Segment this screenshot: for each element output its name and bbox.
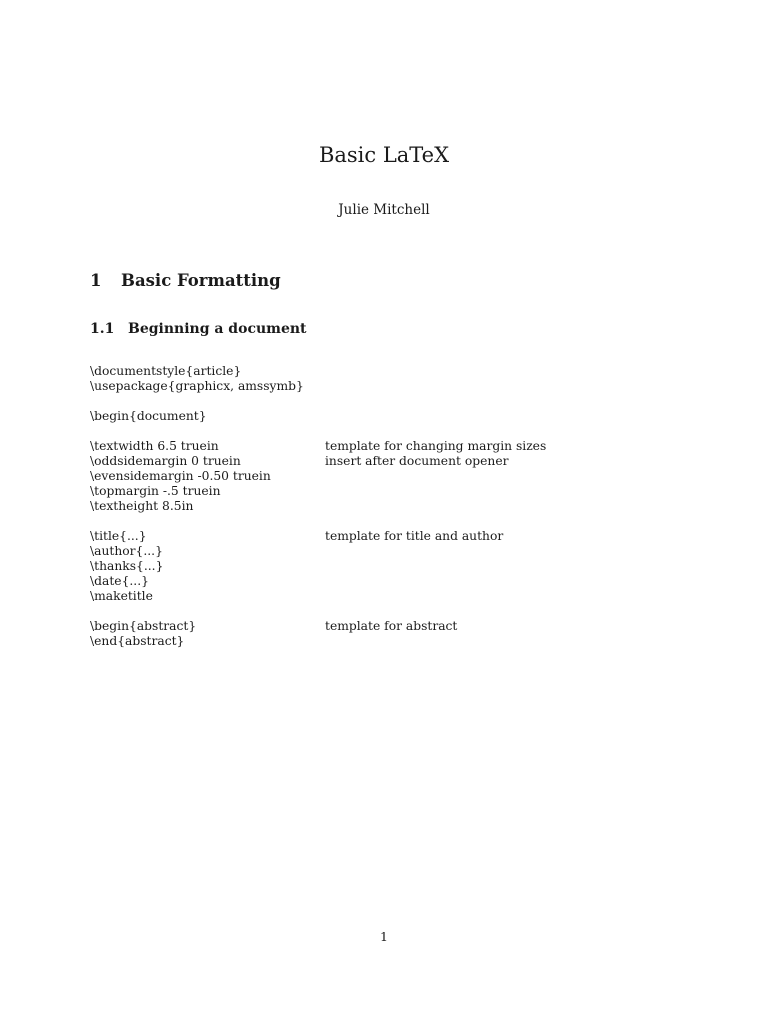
- section-number: 1: [90, 271, 102, 290]
- code-line: [90, 409, 610, 424]
- code-group-abstract: [90, 619, 610, 649]
- latex-command: \textheight 8.5in: [90, 499, 194, 513]
- latex-command: \begin{document}: [90, 409, 207, 423]
- latex-command: \date{...}: [90, 574, 149, 588]
- code-group-margins: [90, 439, 610, 514]
- latex-command: \begin{abstract}: [90, 619, 197, 633]
- subsection-number: 1.1: [90, 321, 115, 337]
- latex-command: \author{...}: [90, 544, 163, 558]
- latex-command: \title{...}: [90, 529, 147, 543]
- section-title: Basic Formatting: [121, 271, 281, 290]
- code-line: [90, 619, 610, 634]
- code-note: template for abstract: [325, 619, 458, 633]
- code-line: [90, 634, 610, 649]
- code-line: [90, 454, 610, 469]
- code-line: [90, 364, 610, 379]
- code-group-preamble: [90, 364, 610, 394]
- code-note: template for title and author: [325, 529, 504, 543]
- latex-command: \maketitle: [90, 589, 153, 603]
- code-line: [90, 499, 610, 514]
- document-title: Basic LaTeX: [318, 143, 450, 167]
- latex-command: \end{abstract}: [90, 634, 185, 648]
- subsection-title: Beginning a document: [128, 321, 307, 337]
- code-line: [90, 529, 610, 544]
- latex-command: \usepackage{graphicx, amssymb}: [90, 379, 304, 393]
- page-number: 1: [380, 929, 388, 944]
- code-note: template for changing margin sizes: [325, 439, 547, 453]
- code-note: insert after document opener: [325, 454, 509, 468]
- code-line: [90, 439, 610, 454]
- code-line: [90, 469, 610, 484]
- latex-command: \documentstyle{article}: [90, 364, 242, 378]
- document-author: Julie Mitchell: [338, 202, 430, 218]
- code-group-begin-document: [90, 409, 610, 424]
- code-line: [90, 559, 610, 574]
- latex-command: \thanks{...}: [90, 559, 164, 573]
- code-group-title: [90, 529, 610, 604]
- latex-command: \oddsidemargin 0 truein: [90, 454, 241, 468]
- code-line: [90, 379, 610, 394]
- code-line: [90, 574, 610, 589]
- latex-command: \evensidemargin -0.50 truein: [90, 469, 271, 483]
- code-line: [90, 544, 610, 559]
- code-line: [90, 589, 610, 604]
- latex-command: \topmargin -.5 truein: [90, 484, 221, 498]
- section-heading: [90, 271, 281, 291]
- code-line: [90, 484, 610, 499]
- subsection-heading: [90, 320, 307, 338]
- latex-command: \textwidth 6.5 truein: [90, 439, 219, 453]
